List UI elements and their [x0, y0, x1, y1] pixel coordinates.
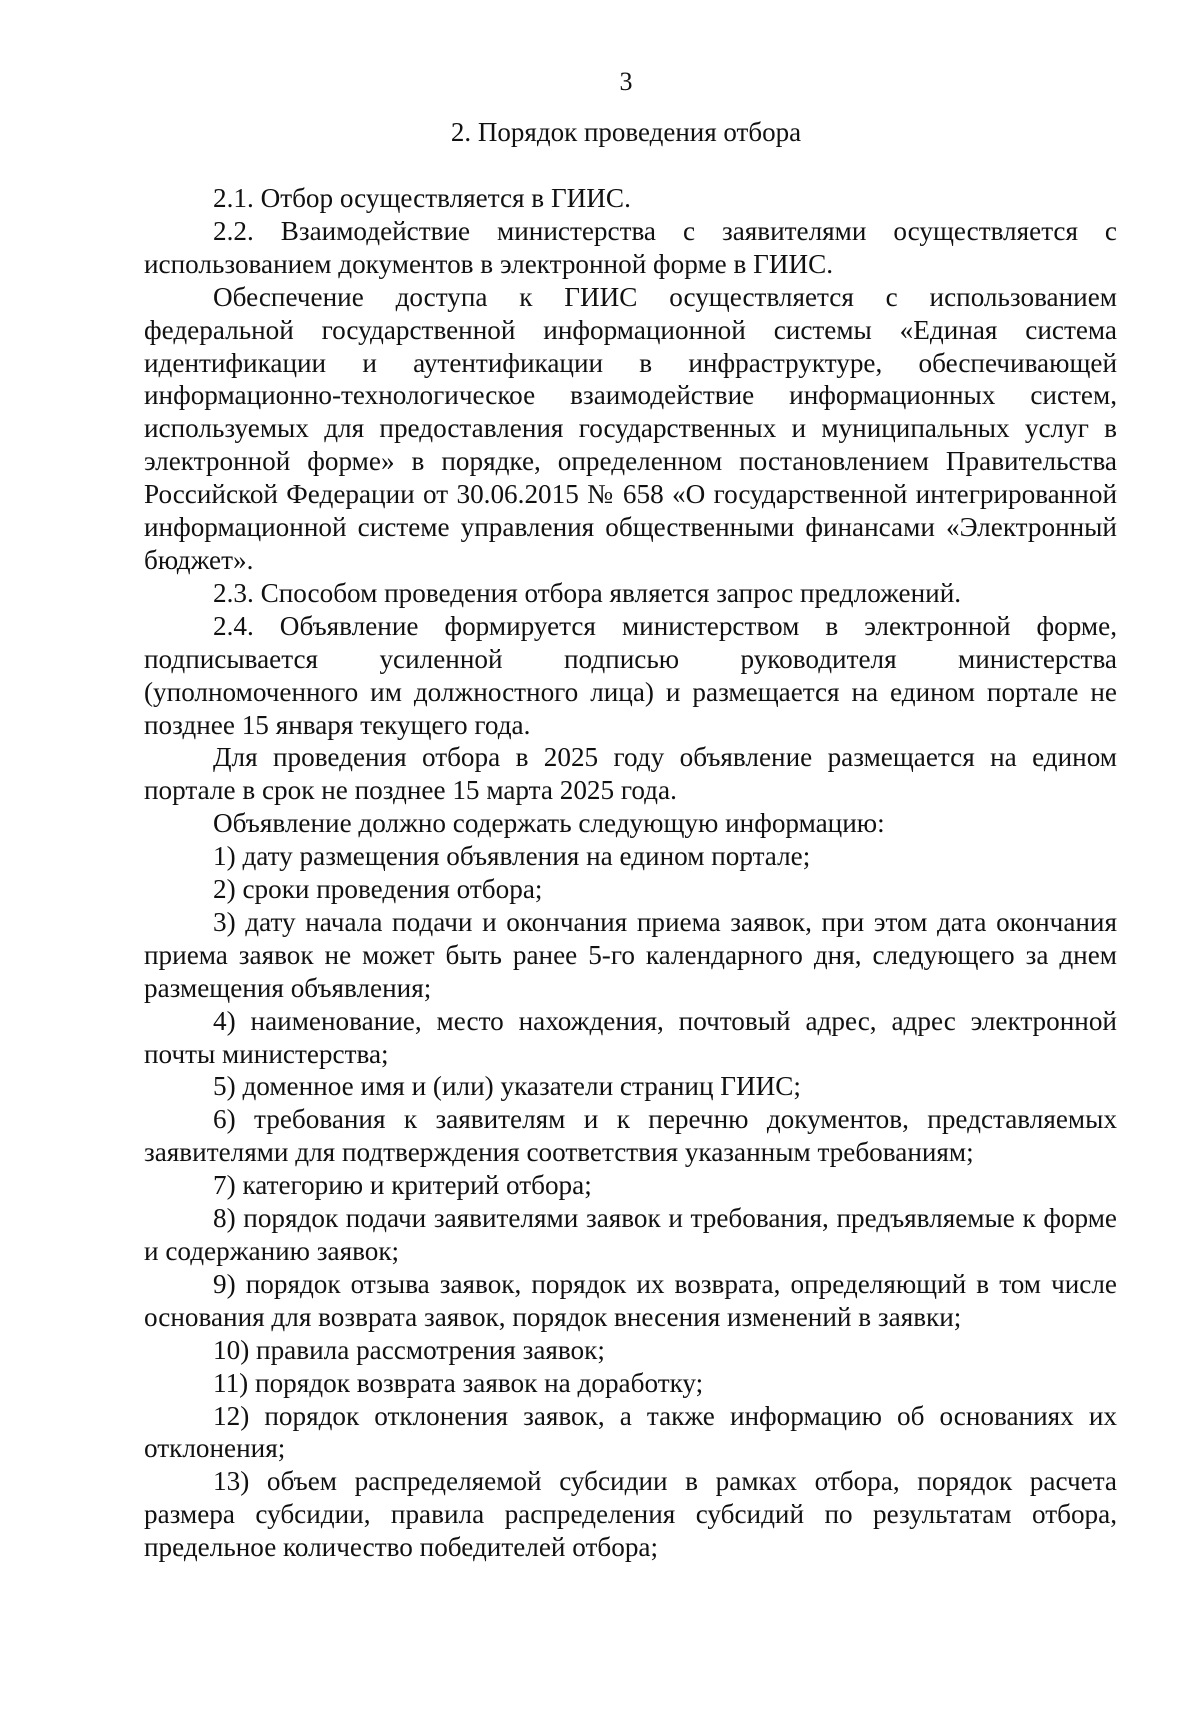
list-item-4: 4) наименование, место нахождения, почтовый адрес, адрес электронной почты министерства;	[144, 1005, 1117, 1069]
list-item-3: 3) дату начала подачи и окончания приема заявок, при этом дата окончания приема заявок не может быть ранее 5-го календарного дня, следующего за днем размещения объявления;	[144, 906, 1117, 1003]
list-item-6: 6) требования к заявителям и к перечню документов, представляемых заявителями для подтверждения соответствия указанным требованиям;	[144, 1104, 1117, 1168]
paragraph-2-1: 2.1. Отбор осуществляется в ГИИС.	[213, 183, 631, 213]
page-number: 3	[619, 67, 633, 96]
paragraph-2-3: 2.3. Способом проведения отбора является запрос предложений.	[213, 577, 962, 608]
list-item-8: 8) порядок подачи заявителями заявок и требования, предъявляемые к форме и содержанию заявок;	[144, 1203, 1117, 1266]
list-item-9: 9) порядок отзыва заявок, порядок их возврата, определяющий в том числе основания для возврата заявок, порядок внесения изменений в заявки;	[144, 1268, 1117, 1332]
document-body	[144, 182, 1117, 1564]
list-item-2: 2) сроки проведения отбора;	[213, 874, 543, 905]
list-item-1: 1) дату размещения объявления на едином портале;	[213, 841, 811, 872]
paragraph-2-4: 2.4. Объявление формируется министерством в электронной форме, подписывается усиленной подписью руководителя министерства (уполномоченного им должностного лица) и размещается на едином портале не позднее 15 января текущего года.	[144, 610, 1117, 740]
list-item-12: 12) порядок отклонения заявок, а также информацию об основаниях их отклонения;	[144, 1400, 1117, 1464]
list-item-7: 7) категорию и критерий отбора;	[213, 1170, 592, 1201]
section-heading: 2. Порядок проведения отбора	[450, 117, 802, 147]
paragraph-2025-deadline: Для проведения отбора в 2025 году объявление размещается на едином портале в срок не позднее 15 марта 2025 года.	[144, 742, 1117, 806]
list-item-11: 11) порядок возврата заявок на доработку;	[213, 1367, 704, 1398]
paragraph-announcement-contents: Объявление должно содержать следующую информацию:	[213, 808, 885, 839]
list-item-5: 5) доменное имя и (или) указатели страниц ГИИС;	[213, 1071, 801, 1102]
list-item-10: 10) правила рассмотрения заявок;	[213, 1334, 605, 1365]
paragraph-2-2: 2.2. Взаимодействие министерства с заявителями осуществляется с использованием документов в электронной форме в ГИИС.	[144, 215, 1117, 279]
list-item-13: 13) объем распределяемой субсидии в рамках отбора, порядок расчета размера субсидии, правила распределения субсидий по результатам отбора, предельное количество победителей отбора;	[144, 1466, 1117, 1563]
paragraph-giis-access: Обеспечение доступа к ГИИС осуществляется с использованием федеральной государственной информационной системы «Единая система идентификации и аутентификации в инфраструктуре, обеспечивающей информационно-технологическое взаимодействие информационных систем, используемых для предоставления государственных и муниципальных услуг в электронной форме» в порядке, определенном постановлением Правительства Российской Федерации от 30.06.2015 № 658 «О государственной интегрированной информационной системе управления общественными финансами «Электронный бюджет».	[144, 281, 1117, 575]
